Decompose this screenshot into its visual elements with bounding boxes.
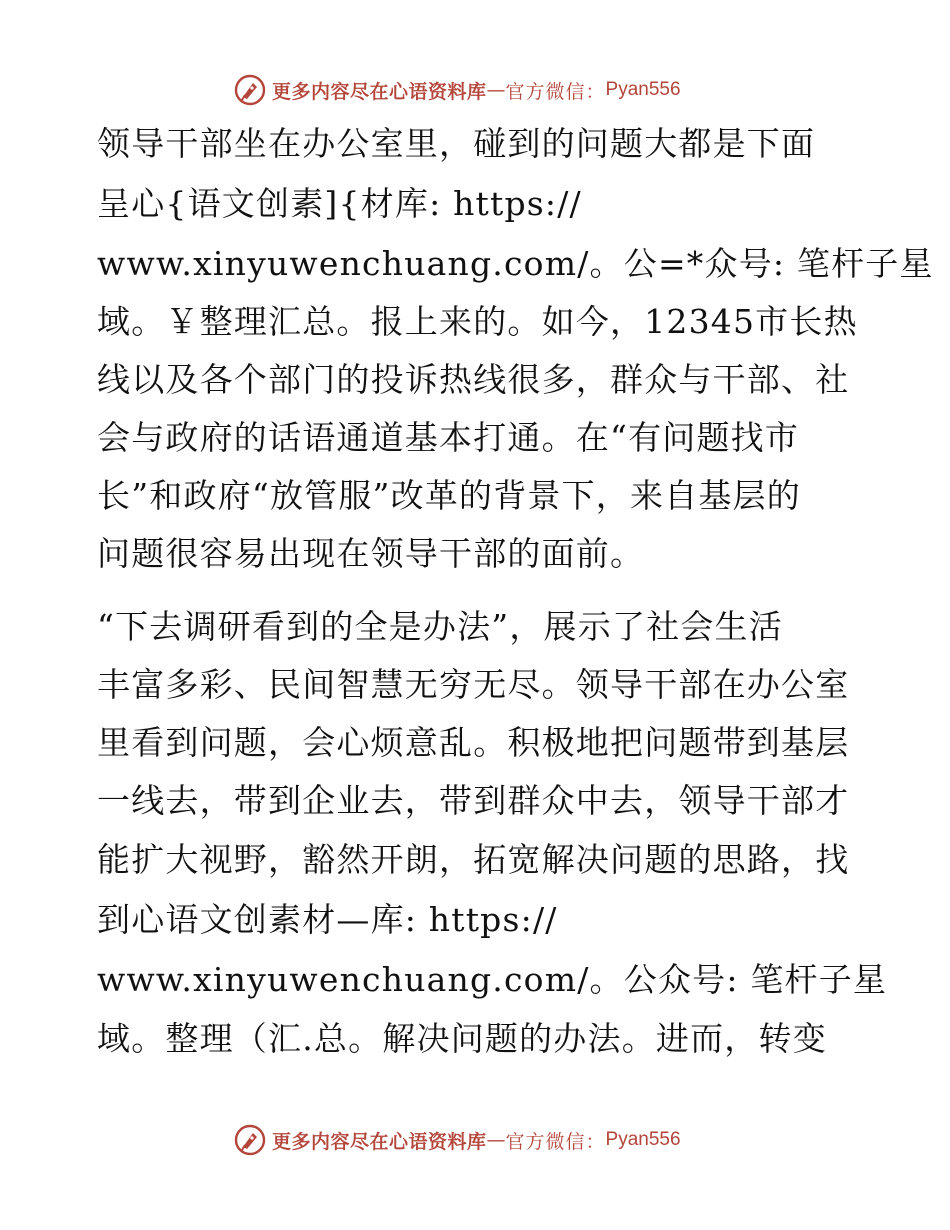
body-line: 到心语文创素材—库: https:// xyxy=(97,900,558,939)
banner-dash: — xyxy=(486,79,506,101)
body-line: www.xinyuwenchuang.com/。公=*众号: 笔杆子星 xyxy=(97,244,934,283)
banner-title: 更多内容尽在心语资料库 xyxy=(272,1130,487,1153)
pen-nib-logo-icon xyxy=(234,74,266,106)
body-line: 丰富多彩、民间智慧无穷无尽。领导干部在办公室 xyxy=(97,665,850,704)
body-line: 能扩大视野，豁然开朗，拓宽解决问题的思路，找 xyxy=(97,840,850,879)
header-banner xyxy=(0,70,950,110)
body-line: 长”和政府“放管服”改革的背景下，来自基层的 xyxy=(97,476,802,515)
body-line: www.xinyuwenchuang.com/。公众号: 笔杆子星 xyxy=(97,960,888,999)
banner-wechat-label: 官方微信： xyxy=(505,1130,606,1153)
pen-nib-logo-icon xyxy=(234,1124,266,1156)
body-line: 域。整理（汇.总。解决问题的办法。进而，转变 xyxy=(97,1019,827,1058)
banner-title: 更多内容尽在心语资料库 xyxy=(272,80,487,103)
banner-wechat-label: 官方微信： xyxy=(505,80,606,103)
body-line: 里看到问题，会心烦意乱。积极地把问题带到基层 xyxy=(97,723,850,762)
body-line: 线以及各个部门的投诉热线很多，群众与干部、社 xyxy=(97,360,850,399)
body-line: “下去调研看到的全是办法”，展示了社会生活 xyxy=(97,607,783,646)
body-line: 领导干部坐在办公室里，碰到的问题大都是下面 xyxy=(97,124,816,163)
body-line: 会与政府的话语通道基本打通。在“有问题找市 xyxy=(97,418,800,457)
body-line: 域。￥整理汇总。报上来的。如今，12345市长热 xyxy=(97,302,858,341)
banner-dash: — xyxy=(486,1129,506,1151)
banner-wechat-id: Pyan556 xyxy=(605,79,681,100)
footer-banner xyxy=(0,1120,950,1160)
body-line: 问题很容易出现在领导干部的面前。 xyxy=(97,534,645,573)
banner-wechat-id: Pyan556 xyxy=(605,1129,681,1150)
body-line: 呈心{语文创素]{材库: https:// xyxy=(97,184,582,223)
body-line: 一线去，带到企业去，带到群众中去，领导干部才 xyxy=(97,781,850,820)
